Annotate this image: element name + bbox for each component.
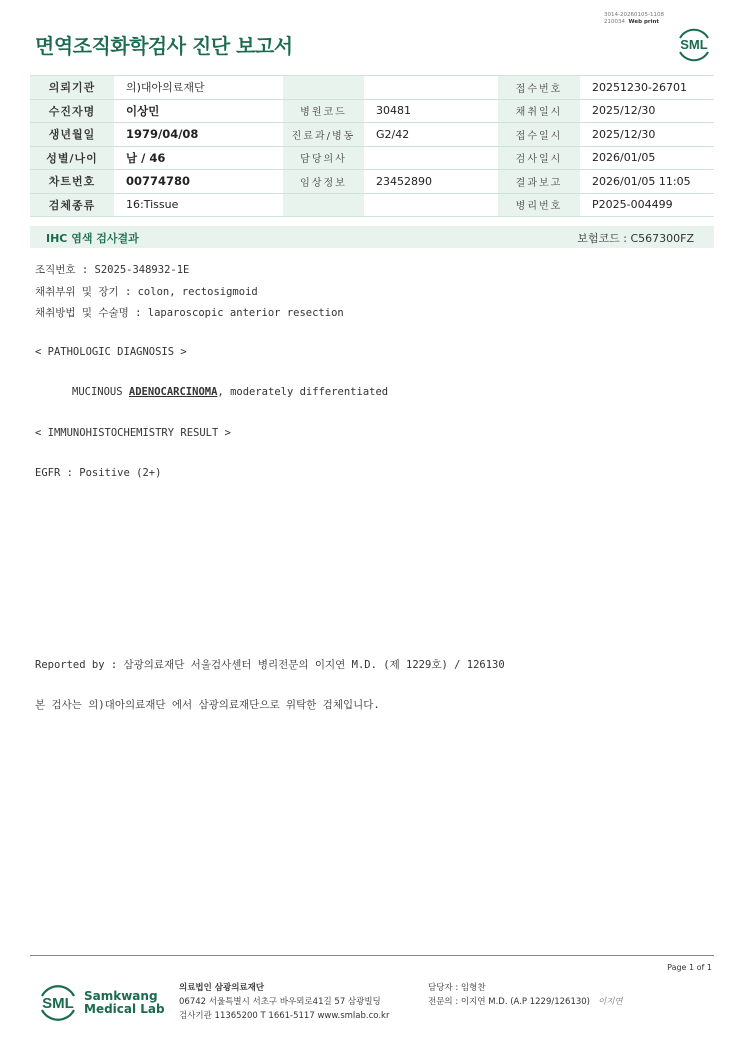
- info-value: G2/42: [364, 123, 498, 147]
- org-address: 06742 서울특별시 서초구 바우뫼로41길 57 삼광빌딩: [179, 997, 381, 1007]
- info-value: 20251230-26701: [580, 76, 714, 100]
- info-label: 병원코드: [283, 99, 364, 123]
- info-row: [30, 99, 714, 123]
- brand-line2: Medical Lab: [84, 1002, 165, 1016]
- staff-in-charge: 담당자 : 임형찬: [428, 983, 486, 993]
- info-label: 검체종류: [30, 193, 114, 217]
- egfr-result: EGFR : Positive (2+): [35, 467, 162, 479]
- info-value: 2025/12/30: [580, 123, 714, 147]
- patient-info-table: [30, 75, 714, 217]
- brand-name: [84, 990, 165, 1016]
- page-title: 면역조직화학검사 진단 보고서: [35, 34, 293, 58]
- info-label: 접수일시: [498, 123, 580, 147]
- info-value: 1979/04/08: [114, 123, 283, 147]
- signature: 이지연: [598, 997, 623, 1007]
- info-value: 2026/01/05: [580, 146, 714, 170]
- tissue-number: 조직번호 : S2025-348932-1E: [35, 264, 190, 276]
- sampling-site: 채취부위 및 장기 : colon, rectosigmoid: [35, 286, 258, 298]
- info-value: 30481: [364, 99, 498, 123]
- staff-pathologist: [428, 995, 623, 1009]
- sml-logo-text: SML: [680, 37, 708, 52]
- info-value: [364, 193, 498, 217]
- info-value: 2026/01/05 11:05: [580, 170, 714, 194]
- info-value: [364, 76, 498, 100]
- info-row: [30, 76, 714, 100]
- info-value: 남 / 46: [114, 146, 283, 170]
- pathologist-name: 전문의 : 이지연 M.D. (A.P 1229/126130): [428, 997, 590, 1007]
- org-name: 의료법인 삼광의료재단: [179, 983, 265, 993]
- info-label: 병리번호: [498, 193, 580, 217]
- diagnosis-text: [72, 386, 388, 398]
- print-code-line1: 3014-20260105-1108: [604, 12, 664, 18]
- info-label: 담당의사: [283, 146, 364, 170]
- info-label: 성별/나이: [30, 146, 114, 170]
- ihc-title: IHC 염색 검사결과: [46, 232, 139, 245]
- info-label: 수진자명: [30, 99, 114, 123]
- info-value: 16:Tissue: [114, 193, 283, 217]
- footer-org-info: [179, 981, 389, 1023]
- diagnosis-suffix: , moderately differentiated: [217, 386, 389, 398]
- info-row: [30, 170, 714, 194]
- sampling-method: 채취방법 및 수술명 : laparoscopic anterior resection: [35, 307, 344, 319]
- info-label: 접수번호: [498, 76, 580, 100]
- org-contact: 검사기관 11365200 T 1661-5117 www.smlab.co.kr: [179, 1011, 390, 1021]
- brand-line1: Samkwang: [84, 989, 158, 1003]
- page-number: Page 1 of 1: [667, 963, 712, 972]
- info-label: 채취일시: [498, 99, 580, 123]
- print-code: [604, 12, 664, 26]
- print-code-line2: 210034: [604, 19, 625, 25]
- info-row: [30, 146, 714, 170]
- info-value: [364, 146, 498, 170]
- info-value: 이상민: [114, 99, 283, 123]
- info-label: [283, 193, 364, 217]
- info-value: P2025-004499: [580, 193, 714, 217]
- info-label: 생년월일: [30, 123, 114, 147]
- info-value: 00774780: [114, 170, 283, 194]
- info-value: 23452890: [364, 170, 498, 194]
- footer-staff-info: [428, 981, 623, 1009]
- info-label: 검사일시: [498, 146, 580, 170]
- ihc-header: < IMMUNOHISTOCHEMISTRY RESULT >: [35, 427, 231, 439]
- ihc-result-bar: [30, 226, 714, 248]
- info-label: 진료과/병동: [283, 123, 364, 147]
- info-label: 차트번호: [30, 170, 114, 194]
- web-print-label: Web print: [628, 19, 660, 25]
- info-label: [283, 76, 364, 100]
- sml-logo-icon: [674, 24, 714, 64]
- info-value: 의)대아의료재단: [114, 76, 283, 100]
- sml-footer-logo-icon: [36, 980, 80, 1024]
- sml-footer-logo-text: SML: [42, 995, 74, 1012]
- info-label: 의뢰기관: [30, 76, 114, 100]
- info-label: 결과보고: [498, 170, 580, 194]
- diagnosis-prefix: MUCINOUS: [72, 386, 129, 398]
- diagnosis-header: < PATHOLOGIC DIAGNOSIS >: [35, 346, 187, 358]
- info-label: 임상정보: [283, 170, 364, 194]
- info-row: [30, 193, 714, 217]
- info-row: [30, 123, 714, 147]
- info-value: 2025/12/30: [580, 99, 714, 123]
- consignment-note: 본 검사는 의)대아의료재단 에서 삼광의료재단으로 위탁한 검체입니다.: [35, 699, 380, 711]
- diagnosis-keyword: ADENOCARCINOMA: [128, 386, 218, 398]
- insurance-code: 보험코드 : C567300FZ: [577, 232, 694, 245]
- footer-divider: [30, 955, 714, 956]
- reported-by: Reported by : 삼광의료재단 서울검사센터 병리전문의 이지연 M.D. (제 1229호) / 126130: [35, 659, 505, 671]
